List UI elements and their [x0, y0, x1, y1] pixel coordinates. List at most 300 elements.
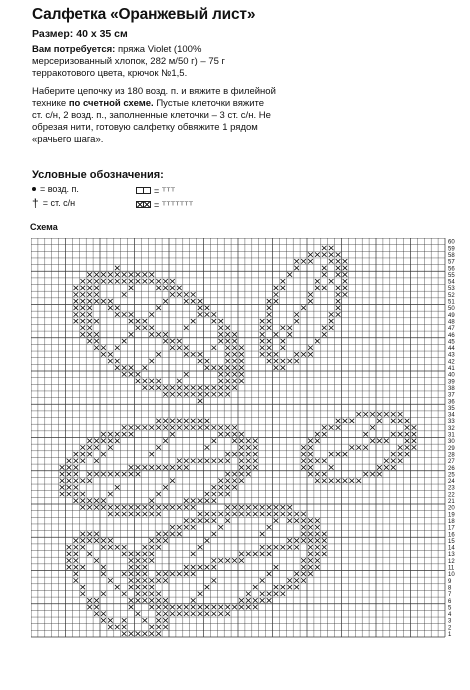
filled-cell: [315, 439, 320, 443]
row-number: 8: [448, 585, 452, 592]
filled-cell: [170, 505, 175, 509]
filled-cell: [281, 545, 286, 549]
filled-cell: [391, 452, 396, 456]
filled-cell: [143, 598, 148, 602]
instructions-part-a: Наберите цепочку из 180 возд. п. и вяжите в филейной технике: [32, 86, 276, 109]
filled-cell: [156, 625, 161, 629]
filled-cell: [80, 585, 85, 589]
row-number: 19: [448, 512, 455, 519]
filled-cell: [67, 552, 72, 556]
filled-cell: [274, 299, 279, 303]
filled-cell: [191, 605, 196, 609]
filled-cell: [225, 472, 230, 476]
filled-cell: [205, 459, 210, 463]
filled-cell: [315, 286, 320, 290]
filled-cell: [101, 439, 106, 443]
filled-cell: [308, 538, 313, 542]
filled-cell: [170, 385, 175, 389]
row-number: 34: [448, 412, 455, 419]
filled-cell: [87, 498, 92, 502]
filled-cell: [232, 332, 237, 336]
filled-cell: [177, 525, 182, 529]
filled-cell: [143, 425, 148, 429]
filled-cell: [191, 565, 196, 569]
filled-cell: [274, 359, 279, 363]
filled-cell: [136, 592, 141, 596]
filled-cell: [363, 432, 368, 436]
filled-cell: [329, 252, 334, 256]
filled-cell: [122, 592, 127, 596]
filled-cell: [232, 472, 237, 476]
filled-cell: [246, 592, 251, 596]
filled-cell: [74, 459, 79, 463]
filled-cell: [260, 532, 265, 536]
row-number: 7: [448, 592, 452, 599]
filled-cell: [143, 578, 148, 582]
filled-cell: [108, 272, 113, 276]
filled-cell: [143, 326, 148, 330]
row-number: 59: [448, 246, 455, 253]
filled-cell: [212, 565, 217, 569]
filled-cell: [60, 479, 65, 483]
filled-cell: [232, 439, 237, 443]
filled-cell: [198, 498, 203, 502]
filled-cell: [343, 292, 348, 296]
filled-cell: [170, 479, 175, 483]
row-number: 17: [448, 525, 455, 532]
filled-cell: [225, 479, 230, 483]
filled-cell: [232, 479, 237, 483]
filled-cell: [294, 319, 299, 323]
filled-cell: [294, 259, 299, 263]
filled-cell: [191, 525, 196, 529]
filled-cell: [218, 459, 223, 463]
filled-cell: [377, 472, 382, 476]
filled-cell: [136, 372, 141, 376]
filled-cell: [391, 432, 396, 436]
filled-cell: [129, 372, 134, 376]
filled-cell: [384, 412, 389, 416]
filled-cell: [74, 452, 79, 456]
filled-cell: [87, 339, 92, 343]
filled-cell: [136, 505, 141, 509]
filled-cell: [253, 505, 258, 509]
materials-paragraph: [32, 44, 272, 80]
size-label: Размер:: [32, 28, 74, 40]
filled-cell: [136, 565, 141, 569]
filled-cell: [405, 445, 410, 449]
filled-cell: [149, 552, 154, 556]
filled-cell: [205, 498, 210, 502]
filled-cell: [308, 459, 313, 463]
filled-cell: [377, 412, 382, 416]
filled-cell: [149, 512, 154, 516]
filled-cell: [225, 485, 230, 489]
filled-cell: [205, 359, 210, 363]
filled-cell: [205, 518, 210, 522]
filled-cell: [156, 598, 161, 602]
filled-cell: [329, 326, 334, 330]
row-number: 30: [448, 439, 455, 446]
filled-cell: [218, 425, 223, 429]
filled-cell: [198, 512, 203, 516]
row-number: 57: [448, 259, 455, 266]
filled-cell: [232, 485, 237, 489]
filled-cell: [370, 439, 375, 443]
filled-cell: [191, 352, 196, 356]
filled-cell: [129, 572, 134, 576]
filled-cell: [122, 505, 127, 509]
filled-cell: [156, 618, 161, 622]
filled-cell: [260, 319, 265, 323]
filled-cell: [80, 299, 85, 303]
filled-cell: [225, 432, 230, 436]
filled-cell: [108, 352, 113, 356]
filled-cell: [67, 545, 72, 549]
filled-cell: [163, 419, 168, 423]
filled-cell: [149, 538, 154, 542]
filled-cell: [384, 459, 389, 463]
filled-cell: [322, 532, 327, 536]
filled-cell: [170, 279, 175, 283]
filled-cell: [163, 425, 168, 429]
filled-cell: [80, 292, 85, 296]
filled-cell: [177, 612, 182, 616]
filled-cell: [232, 352, 237, 356]
filled-cell: [315, 545, 320, 549]
filled-cell: [122, 625, 127, 629]
filled-cell: [115, 472, 120, 476]
filled-cell: [177, 459, 182, 463]
filled-cell: [163, 286, 168, 290]
filled-cell: [281, 286, 286, 290]
filled-cell: [363, 472, 368, 476]
filled-cell: [184, 425, 189, 429]
filled-cell: [246, 459, 251, 463]
row-number: 42: [448, 359, 455, 366]
filled-cell: [177, 465, 182, 469]
filled-cell: [212, 512, 217, 516]
filled-cell: [322, 538, 327, 542]
filled-cell: [101, 432, 106, 436]
filled-cell: [329, 479, 334, 483]
filled-cell: [149, 631, 154, 635]
filled-cell: [101, 346, 106, 350]
filled-cell: [239, 352, 244, 356]
row-number: 31: [448, 432, 455, 439]
filled-cell: [122, 572, 127, 576]
filled-cell: [74, 552, 79, 556]
filled-cell: [115, 432, 120, 436]
filled-cell: [94, 439, 99, 443]
filled-cell: [143, 552, 148, 556]
filled-cell: [163, 598, 168, 602]
filled-cell: [136, 425, 141, 429]
filled-cell: [60, 485, 65, 489]
filled-cell: [232, 359, 237, 363]
filled-cell: [143, 545, 148, 549]
filled-cell: [191, 518, 196, 522]
filled-cell: [170, 605, 175, 609]
filled-cell: [74, 286, 79, 290]
filled-cell: [205, 419, 210, 423]
filled-cell: [143, 465, 148, 469]
filled-cell: [260, 512, 265, 516]
filled-cell: [74, 472, 79, 476]
filled-cell: [246, 439, 251, 443]
filled-cell: [184, 459, 189, 463]
filled-cell: [80, 286, 85, 290]
row-number: 22: [448, 492, 455, 499]
filled-cell: [308, 299, 313, 303]
filled-cell: [122, 472, 127, 476]
filled-cell: [149, 465, 154, 469]
filled-cell: [129, 472, 134, 476]
filled-cell: [198, 565, 203, 569]
filled-cell: [198, 352, 203, 356]
filled-cell: [308, 532, 313, 536]
filled-cell: [205, 425, 210, 429]
filled-cell: [301, 578, 306, 582]
filled-cell: [101, 505, 106, 509]
filled-cell: [398, 452, 403, 456]
filled-cell: [101, 545, 106, 549]
filled-cell: [149, 598, 154, 602]
filled-cell: [101, 352, 106, 356]
filled-cell: [108, 445, 113, 449]
filled-cell: [80, 452, 85, 456]
filled-cell: [239, 459, 244, 463]
filled-cell: [170, 432, 175, 436]
filled-cell: [80, 538, 85, 542]
filled-cell: [294, 312, 299, 316]
filled-cell: [108, 472, 113, 476]
filled-cell: [136, 512, 141, 516]
filled-cell: [274, 365, 279, 369]
filled-cell: [143, 385, 148, 389]
filled-cell: [115, 346, 120, 350]
filled-cell: [170, 392, 175, 396]
filled-cell: [239, 552, 244, 556]
filled-cell: [246, 552, 251, 556]
filled-cell: [294, 538, 299, 542]
filled-cell: [108, 492, 113, 496]
filled-cell: [149, 545, 154, 549]
row-number: 52: [448, 292, 455, 299]
filled-cell: [246, 512, 251, 516]
filled-cell: [156, 592, 161, 596]
filled-cell: [398, 412, 403, 416]
filled-cell: [129, 565, 134, 569]
filled-cell: [80, 505, 85, 509]
filled-cell: [253, 465, 258, 469]
filled-cell: [122, 292, 127, 296]
filled-cell: [163, 392, 168, 396]
filled-cell: [191, 459, 196, 463]
filled-cell: [184, 352, 189, 356]
filled-cell: [205, 565, 210, 569]
filled-cell: [225, 459, 230, 463]
filled-cell: [218, 319, 223, 323]
filled-cell: [177, 292, 182, 296]
filled-cell: [136, 558, 141, 562]
filled-cell: [315, 479, 320, 483]
filled-cell: [184, 612, 189, 616]
filled-cell: [315, 558, 320, 562]
filled-cell: [405, 439, 410, 443]
filled-cell: [205, 492, 210, 496]
filled-cell: [212, 312, 217, 316]
filled-cell: [267, 299, 272, 303]
filled-cell: [184, 465, 189, 469]
row-number: 56: [448, 266, 455, 273]
filled-cell: [122, 425, 127, 429]
filled-cell: [294, 359, 299, 363]
filled-cell: [170, 292, 175, 296]
row-number: 37: [448, 392, 455, 399]
filled-cell: [377, 419, 382, 423]
filled-cell: [225, 326, 230, 330]
filled-cell: [122, 512, 127, 516]
filled-cell: [336, 272, 341, 276]
filled-cell: [391, 419, 396, 423]
filled-cell: [87, 326, 92, 330]
filled-cell: [156, 352, 161, 356]
legend-chain: [32, 184, 79, 194]
filled-cell: [163, 279, 168, 283]
filled-cell: [212, 439, 217, 443]
filled-cell: [329, 452, 334, 456]
filled-cell-icon: [136, 200, 150, 210]
filled-cell: [149, 326, 154, 330]
filled-cell: [329, 246, 334, 250]
row-number: 18: [448, 518, 455, 525]
filled-cell: [87, 272, 92, 276]
filled-cell: [149, 385, 154, 389]
filled-cell: [301, 512, 306, 516]
row-number: 27: [448, 459, 455, 466]
filled-cell: [74, 312, 79, 316]
filled-cell: [239, 479, 244, 483]
filled-cell: [122, 279, 127, 283]
filled-cell: [218, 385, 223, 389]
filled-cell: [218, 432, 223, 436]
filled-cell: [156, 425, 161, 429]
row-number: 5: [448, 605, 452, 612]
filled-cell: [136, 552, 141, 556]
filled-cell: [184, 392, 189, 396]
filled-cell: [232, 512, 237, 516]
filled-cell: [170, 612, 175, 616]
filled-cell: [67, 472, 72, 476]
filled-cell: [163, 572, 168, 576]
filled-cell: [253, 512, 258, 516]
filled-cell: [149, 452, 154, 456]
filled-cell: [156, 306, 161, 310]
filled-cell: [129, 272, 134, 276]
filled-cell: [149, 332, 154, 336]
filled-cell: [308, 346, 313, 350]
filled-cell: [136, 585, 141, 589]
filled-cell: [191, 392, 196, 396]
materials-text: пряжа Violet (100% мерсеризованный хлопок, 282 м/50 г) – 75 г терракотового цвета, крючок №1,5.: [32, 44, 226, 79]
filled-cell: [218, 512, 223, 516]
filled-cell: [198, 612, 203, 616]
filled-cell: [239, 598, 244, 602]
filled-cell: [191, 572, 196, 576]
row-number: 26: [448, 465, 455, 472]
filled-cell: [74, 485, 79, 489]
filled-cell: [177, 425, 182, 429]
filled-cell: [108, 538, 113, 542]
double-crochet-icon: †: [32, 196, 39, 210]
filled-cell: [308, 552, 313, 556]
filled-cell: [253, 459, 258, 463]
filled-cell: [274, 545, 279, 549]
filled-cell: [156, 612, 161, 616]
filled-cell: [350, 479, 355, 483]
filled-cell: [281, 505, 286, 509]
filled-cell: [218, 479, 223, 483]
filled-cell: [122, 432, 127, 436]
filled-cell: [281, 585, 286, 589]
filled-cell: [239, 605, 244, 609]
filled-cell: [198, 518, 203, 522]
filled-cell: [308, 352, 313, 356]
filled-cell: [136, 379, 141, 383]
filled-cell: [170, 532, 175, 536]
filled-cell: [94, 532, 99, 536]
filled-cell: [301, 558, 306, 562]
filled-cell: [274, 585, 279, 589]
filled-cell: [177, 385, 182, 389]
filled-cell: [405, 425, 410, 429]
filled-cell: [122, 339, 127, 343]
filled-cell: [74, 545, 79, 549]
filled-cell: [412, 439, 417, 443]
filled-cell: [336, 286, 341, 290]
filled-cell: [294, 545, 299, 549]
filled-cell: [205, 385, 210, 389]
filled-cell: [74, 319, 79, 323]
filled-cell: [108, 299, 113, 303]
filled-cell: [205, 312, 210, 316]
filled-cell: [253, 439, 258, 443]
filled-cell: [170, 572, 175, 576]
row-number: 23: [448, 485, 455, 492]
instructions-part-c: Пустые клеточки вяжите ст. с/н, 2 возд. п., заполненные клеточки – 3 ст. с/н. Не обрезая нити, готовую салфетку обвяжите 1 рядом «рачьего шага».: [32, 98, 271, 145]
row-number: 33: [448, 419, 455, 426]
size-value: 40 x 35 см: [76, 28, 128, 40]
filled-cell: [74, 299, 79, 303]
legend-dc-text: = ст. с/н: [42, 198, 76, 208]
filled-cell: [80, 498, 85, 502]
row-number: 32: [448, 425, 455, 432]
filled-cell: [336, 452, 341, 456]
instructions-paragraph: [32, 86, 277, 146]
filled-cell: [67, 485, 72, 489]
filled-cell: [225, 352, 230, 356]
filled-cell: [149, 625, 154, 629]
filled-cell: [198, 312, 203, 316]
filled-cell: [129, 558, 134, 562]
filled-cell: [225, 605, 230, 609]
filled-cell: [343, 272, 348, 276]
filled-cell: [336, 312, 341, 316]
filled-cell: [301, 445, 306, 449]
filled-cell: [87, 472, 92, 476]
filled-cell: [343, 452, 348, 456]
